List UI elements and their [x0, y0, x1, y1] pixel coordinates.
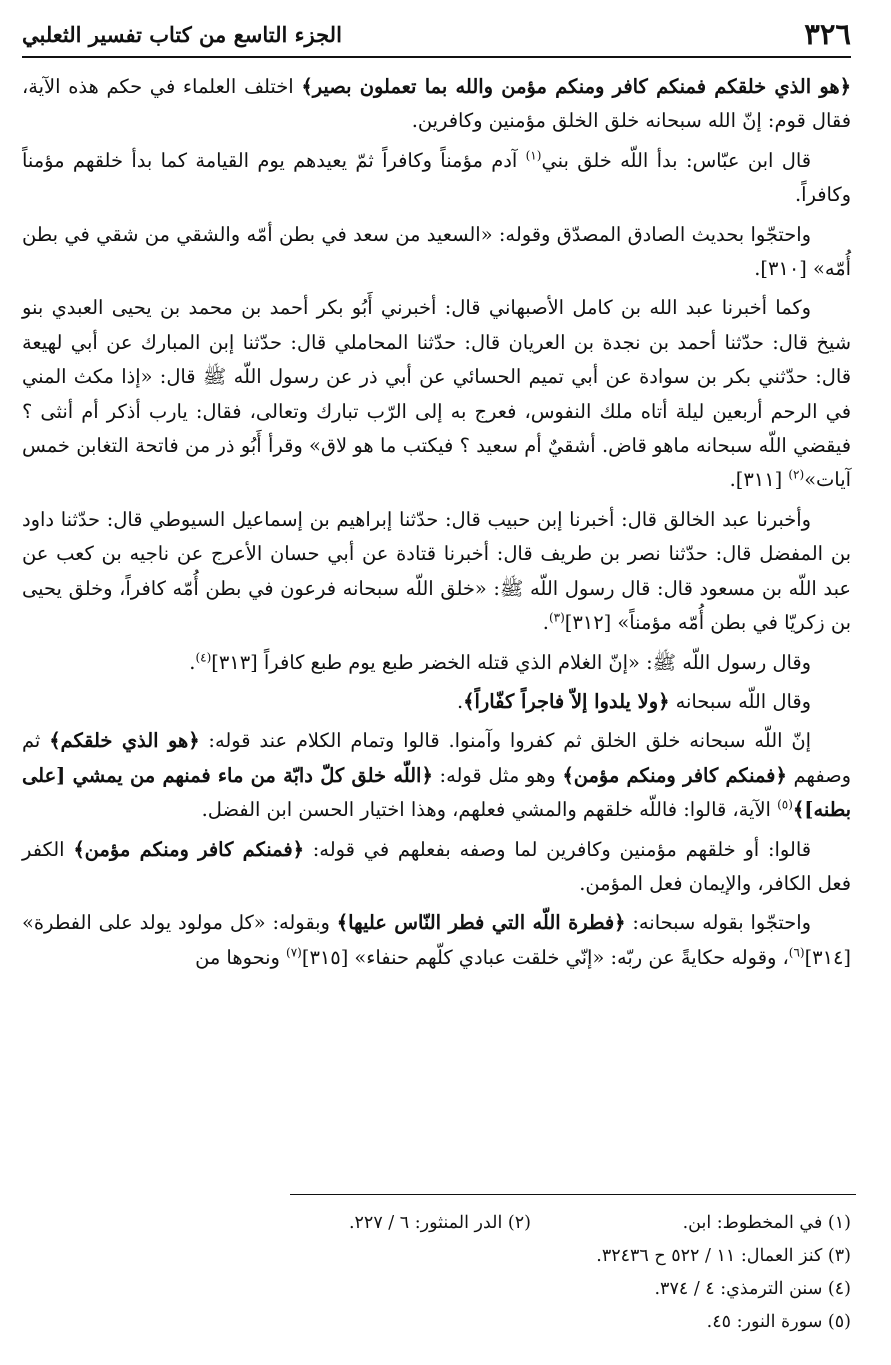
paragraph-text: ثم وصفهم	[22, 729, 852, 787]
paragraph-9	[22, 833, 851, 902]
paragraph-text: وقال رسول اللّه ﷺ: «إنّ الغلام الذي قتله الخضر طبع يوم طبع كافراً [٣١٣]	[211, 650, 811, 674]
footnote-5: (٥) سورة النور: ٤٥.	[706, 1312, 851, 1332]
paragraph-8	[22, 724, 851, 827]
paragraph-text: .	[542, 611, 549, 635]
paragraph-text: واحتجّوا بقوله سبحانه:	[625, 911, 811, 935]
page-header	[22, 16, 851, 54]
footnote-row	[200, 1273, 851, 1306]
footnote-1: (١) في المخطوط: ابن.	[682, 1213, 851, 1233]
quran-quote: ﴿فمنكم كافر ومنكم مؤمن﴾	[562, 763, 787, 787]
paragraph-text: وبقوله: «كل مولود يولد على الفطرة» [٣١٤]	[22, 911, 851, 969]
quran-quote: ﴿هو الذي خلقكم فمنكم كافر ومنكم مؤمن والله بما تعملون بصير﴾	[301, 75, 851, 98]
quran-quote: ﴿اللّه خلق كلّ دابّة من ماء فمنهم من يمشي [على بطنه]﴾	[22, 763, 851, 822]
footnote-ref: (٣)	[548, 610, 565, 625]
paragraph-text: ونحوها من	[195, 945, 287, 969]
header-rule	[22, 56, 851, 58]
paragraph-text: قالوا: أو خلقهم مؤمنين وكافرين لما وصفه بفعلهم في قوله:	[303, 837, 812, 861]
footnotes	[200, 1207, 851, 1339]
paragraph-7	[22, 685, 851, 719]
quran-quote: ﴿فطرة اللّه التي فطر النّاس عليها﴾	[336, 911, 626, 935]
quran-quote: ﴿فمنكم كافر ومنكم مؤمن﴾	[73, 837, 304, 861]
paragraph-text: قال ابن عبّاس: بدأ اللّه خلق بني	[541, 148, 812, 172]
paragraph-10	[22, 906, 851, 975]
footnote-ref: (٥)	[777, 797, 793, 812]
paragraph-6	[22, 646, 851, 680]
footnote-3: (٣) كنز العمال: ١١ / ٥٢٢ ح ٣٢٤٣٦.	[596, 1246, 851, 1266]
footnote-4: (٤) سنن الترمذي: ٤ / ٣٧٤.	[654, 1279, 851, 1299]
quran-quote: ﴿ولا يلدوا إلاّ فاجراً كفّاراً﴾	[463, 689, 670, 713]
footnote-ref: (١)	[525, 148, 542, 163]
footnote-ref: (٤)	[195, 650, 212, 665]
paragraph-text: اختلف العلماء في حكم هذه الآية، فقال قوم: إنّ الله سبحانه خلق الخلق مؤمنين وكافرين.	[22, 75, 851, 133]
footnote-rule	[290, 1194, 856, 1195]
paragraph-2	[22, 144, 851, 213]
paragraph-text: وأخبرنا عبد الخالق قال: أخبرنا إبن حبيب قال: حدّثنا إبراهيم بن إسماعيل السيوطي قال: حدّثنا داود بن المفضل قال: حدّثنا نصر بن طريف قال: أخبرنا قتادة عن أبي حسان الأعرج عن ناجيه بن كعب عن عبد اللّه بن مسعود قال: قال رسول اللّه ﷺ: «خلق اللّه سبحانه فرعون في بطن أُمّه كافراً، وخلق يحيى بن زكريّا في بطن أُمّه مؤمناً» [٣١٢]	[22, 507, 851, 635]
paragraph-text: الكفر فعل الكافر، والإيمان فعل المؤمن.	[22, 837, 851, 895]
paragraph-text: .	[189, 650, 196, 674]
paragraph-text: .	[456, 689, 464, 713]
footnote-2: (٢) الدر المنثور: ٦ / ٢٢٧.	[348, 1213, 531, 1233]
paragraph-text: ، وقوله حكايةً عن ربّه: «إنّي خلقت عبادي كلّهم حنفاء» [٣١٥]	[301, 945, 789, 969]
footnote-row	[200, 1306, 851, 1339]
paragraph-text: وكما أخبرنا عبد الله بن كامل الأصبهاني قال: أخبرني أَبُو بكر أحمد بن محمد بن يحيى العبدي بنو شيخ قال: حدّثنا أحمد بن نجدة بن العريان قال: حدّثنا المحاملي قال: حدّثنا إبن المبارك عن أبي لهيعة قال: حدّثني بكر بن سوادة عن أبي تميم الحسائي عن أبي ذر عن رسول اللّه ﷺ قال: «إذا مكث المني في الرحم أربعين ليلة أتاه ملك النفوس، فعرج به إلى الرّب تبارك وتعالى، فقال: يارب أذكر أم أنثى ؟ فيقضي اللّه سبحانه ماهو قاض. أشقيٌ أم سعيد ؟ فيكتب ما هو لاق» وقرأ أَبُو ذر من فاتحة التغابن خمس آيات»	[22, 296, 851, 492]
paragraph-text: وقال اللّه سبحانه	[669, 689, 811, 713]
paragraph-text: إنّ اللّه سبحانه خلق الخلق ثم كفروا وآمنوا. قالوا وتمام الكلام عند قوله:	[199, 729, 811, 753]
paragraph-3: واحتجّوا بحديث الصادق المصدّق وقوله: «السعيد من سعد في بطن أمّه والشقي من شقي في بطن أُمّه» [٣١٠].	[22, 222, 851, 281]
page-number: ٣٢٦	[804, 17, 851, 51]
main-text	[22, 70, 851, 980]
running-title: الجزء التاسع من كتاب تفسير الثعلبي	[22, 22, 342, 47]
paragraph-text: آدم مؤمناً وكافراً ثمّ يعيدهم يوم القيامة كما بدأ خلقهم مؤمناً وكافراً.	[22, 148, 851, 207]
quran-quote: ﴿هو الذي خلقكم﴾	[49, 729, 200, 753]
footnote-row	[200, 1240, 851, 1273]
paragraph-5	[22, 503, 851, 641]
paragraph-text: [٣١١].	[729, 468, 789, 492]
footnote-ref: (٢)	[788, 468, 805, 482]
paragraph-text: الآية، قالوا: فاللّه خلقهم والمشي فعلهم، وهذا اختيار الحسن ابن الفضل.	[201, 798, 778, 822]
paragraph-1	[22, 70, 851, 139]
paragraph-text: وهو مثل قوله:	[432, 763, 563, 787]
footnote-ref: (٧)	[286, 945, 302, 960]
footnote-row	[200, 1207, 851, 1240]
footnote-ref: (٦)	[788, 945, 805, 960]
paragraph-4	[22, 291, 851, 497]
